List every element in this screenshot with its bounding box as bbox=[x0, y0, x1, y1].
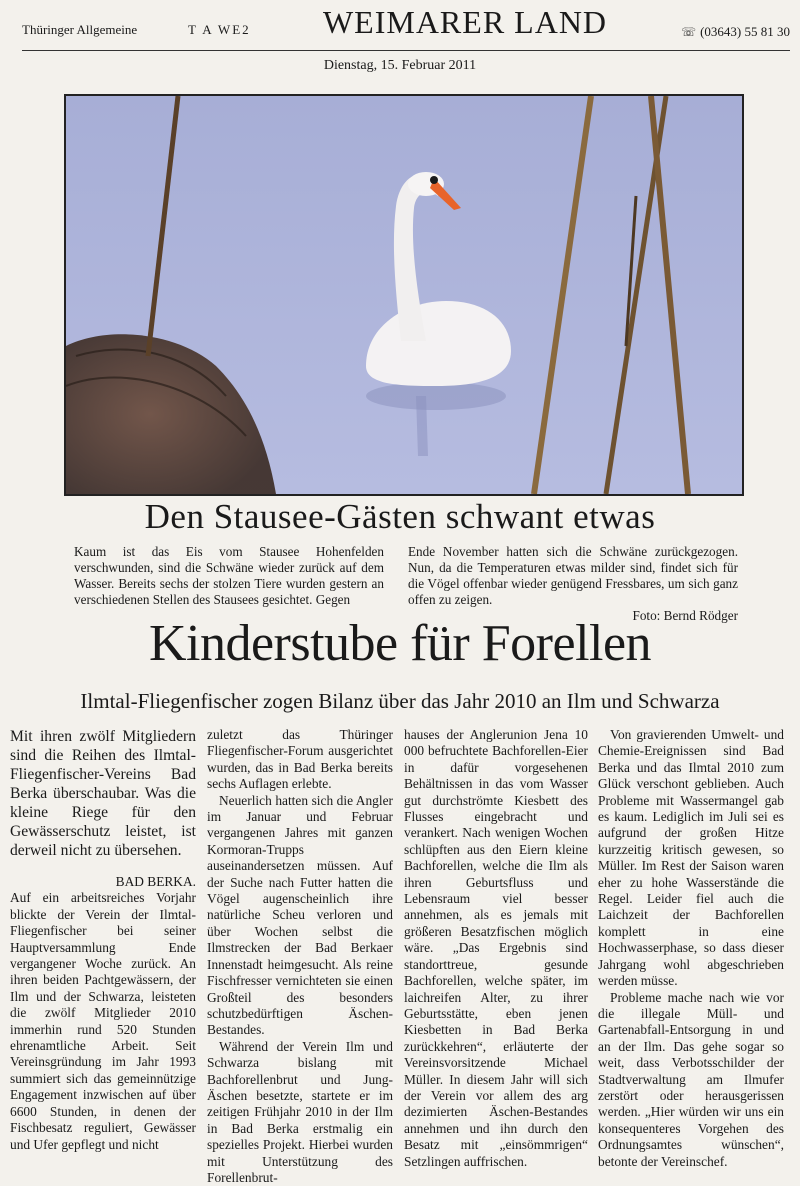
article-paragraph: Während der Verein Ilm und Schwarza bislang mit Bachforellenbrut und Jung-Äschen besetzte, startete er im zeitigen Frühjahr 2010 in der Ilm in Bad Berka erstmalig ein spezielles Projekt. Hierbei wurden mit Unterstützung des Forellenbrut- bbox=[207, 1038, 393, 1185]
article-column-4 bbox=[598, 727, 784, 1170]
article-column-1 bbox=[10, 727, 196, 1153]
edition-code: T A WE2 bbox=[188, 22, 251, 37]
masthead-rule bbox=[22, 50, 790, 51]
masthead bbox=[0, 0, 800, 80]
photo-caption-right-text: Ende November hatten sich die Schwäne zurückgezogen. Nun, da die Temperaturen etwas milder sind, findet sich für die Vögel offenbar wieder genügend Fressbares, um sich ganz offen zu zeigen. bbox=[408, 544, 738, 607]
photo-caption-right bbox=[408, 544, 738, 624]
article-paragraph: Neuerlich hatten sich die Angler im Januar und Februar vergangenen Jahres mit ganzen Kormoran-Trupps auseinandersetzen müssen. Auf der Suche nach Futter hatten die Vögel augenscheinlich ihre natürliche Scheu verloren und über Wochen selbst die Ilmstrecken der Bad Berkaer Innenstadt heimgesucht. Als reine Fischfresser vernichteten sie einen Großteil des besonders schutzbedürftigen Äschen-Bestandes. bbox=[207, 792, 393, 1038]
phone-text: (03643) 55 81 30 bbox=[700, 24, 790, 39]
article-lead: Mit ihren zwölf Mitgliedern sind die Reihen des Ilmtal-Fliegenfischer-Vereins Bad Berka überschaubar. Was die kleine Riege für den Gewässerschutz leistet, ist derweil nicht zu übersehen. bbox=[10, 728, 196, 859]
article-column-2 bbox=[207, 727, 393, 1186]
article-dateline: BAD BERKA. bbox=[115, 874, 196, 889]
issue-date: Dienstag, 15. Februar 2011 bbox=[323, 58, 477, 73]
article-headline: Kinderstube für Forellen bbox=[148, 615, 652, 672]
swan-eye bbox=[430, 176, 438, 184]
swan-photo bbox=[64, 94, 744, 496]
article-column-3 bbox=[404, 727, 588, 1170]
swan-photo-illustration bbox=[66, 96, 742, 494]
article-paragraph: Auf ein arbeitsreiches Vorjahr blickte der Verein der Ilmtal-Fliegenfischer bei seiner Hauptversammlung Ende vergangener Woche zurück. An ihren beiden Pachtgewässern, der Ilm und der Schwarza, leisteten die zwölf Mitglieder 2010 immerhin rund 520 Stunden ehrenamtliche Arbeit. Seit Vereinsgründung im Jahr 1993 summiert sich das gemeinnützige Engagement inzwischen auf über 6600 Stunden, in denen der Fischbesatz reguliert, Gewässer und Ufer gepflegt und nicht bbox=[10, 890, 196, 1152]
newspaper-name: Thüringer Allgemeine bbox=[22, 22, 138, 37]
swan-reflection bbox=[366, 382, 506, 410]
phone-number bbox=[681, 24, 790, 40]
article-paragraph: zuletzt das Thüringer Fliegenfischer-Forum ausgerichtet wurden, das in Bad Berka bereits sechs Auflagen erlebte. bbox=[207, 727, 393, 792]
photo-credit: Foto: Bernd Rödger bbox=[632, 608, 738, 623]
article-paragraph: hauses der Anglerunion Jena 10 000 befruchtete Bachforellen-Eier in dafür vorgesehenen Behältnissen in das vom Wasser gut durchströmte Kiesbett des Flusses eingebracht und verankert. Nach wenigen Wochen schlüpften aus den Eiern kleine Bachforellen, welche die Ilm als ihren Geburtsfluss und Lebensraum viel besser annehmen, als es jemals mit größeren Besatzfischen möglich wäre. „Das Ergebnis sind standorttreue, gesunde Bachforellen, welche später, im laichreifen Alter, zu ihrer Geburtsstätte, eben jenen Kiesbetten in Bad Berka zurückkehren“, erläuterte der Vereinsvorsitzende Michael Müller. In diesem Jahr will sich der Verein vor allem des arg dezimierten Äschen-Bestandes annehmen und ihn durch den Besatz mit „einsömmrigen“ Setzlingen auffrischen. bbox=[404, 727, 588, 1169]
phone-icon: ☏ bbox=[681, 25, 697, 39]
article-subheadline: Ilmtal-Fliegenfischer zogen Bilanz über das Jahr 2010 an Ilm und Schwarza bbox=[80, 689, 720, 713]
section-title: WEIMARER LAND bbox=[322, 4, 608, 40]
article-paragraph: Von gravierenden Umwelt- und Chemie-Ereignissen sind Bad Berka und das Ilmtal 2010 zum Glück verschont geblieben. Auch Probleme mit Wassermangel gab es kaum. Lediglich im Juli sei es aufgrund der großen Hitze kurzzeitig kritisch gewesen, so Müller. Im Rest der Saison waren eher zu hohe Wasserstände die Regel. Leider fiel auch die Laichzeit der Bachforellen komplett in eine Hochwasserphase, so dass dieser Jahrgang wohl abgeschrieben werden müsse. bbox=[598, 727, 784, 989]
photo-caption-left: Kaum ist das Eis vom Stausee Hohenfelden verschwunden, sind die Schwäne wieder zurück auf dem Wasser. Bereits sechs der stolzen Tiere wurden gestern an verschiedenen Stellen des Stausees gesichtet. Gegen bbox=[74, 544, 384, 607]
photo-headline: Den Stausee-Gästen schwant etwas bbox=[144, 497, 656, 536]
article-paragraph: Probleme mache nach wie vor die illegale Müll- und Gartenabfall-Entsorgung in und an der Ilm. Das gehe sogar so weit, dass Verbotsschilder der Stadtverwaltung am Ilmufer zerstört oder herausgerissen werden. „Hier würden wir uns ein konsequenteres Vorgehen des Ordnungsamtes wünschen“, betonte der Vereinschef. bbox=[598, 989, 784, 1169]
